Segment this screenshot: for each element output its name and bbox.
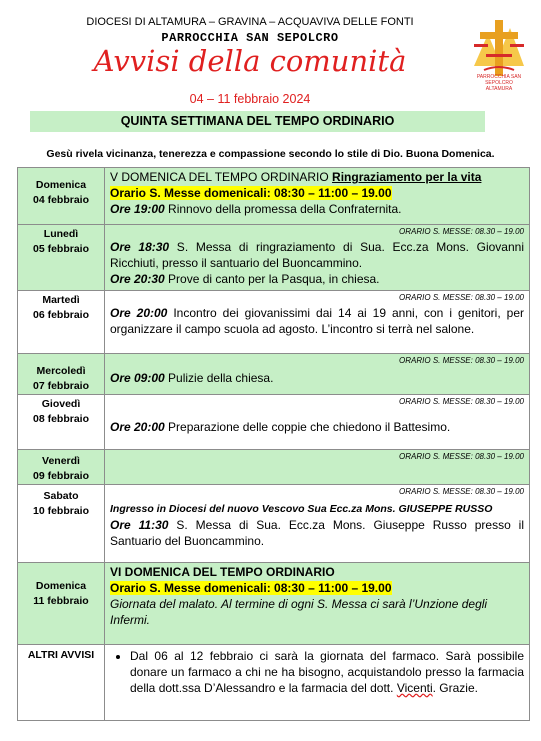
day-name: Sabato: [43, 490, 79, 502]
event: [110, 239, 524, 271]
day-name: Giovedì: [41, 398, 81, 410]
day-date: 06 febbraio: [32, 309, 90, 321]
day-content: [105, 485, 530, 563]
table-row: [18, 563, 530, 645]
event-time: Ore 18:30: [110, 240, 170, 254]
logo-caption-city: ALTAMURA: [485, 86, 513, 92]
day-name: Martedì: [42, 294, 80, 306]
mass-hours: ORARIO S. MESSE: 08.30 – 19.00: [399, 452, 524, 461]
event: [110, 201, 524, 217]
day-date: 04 febbraio: [32, 194, 90, 206]
event-text: Incontro dei giovanissimi dai 14 ai 19 anni, con i genitori, per organizzare il campo scuola ad agosto. L’incontro si terrà nel salone.: [110, 306, 525, 336]
day-cell: [18, 168, 105, 225]
table-row: [18, 395, 530, 450]
sunday-title: VI DOMENICA DEL TEMPO ORDINARIO: [110, 565, 335, 579]
week-banner: QUINTA SETTIMANA DEL TEMPO ORDINARIO: [30, 111, 485, 132]
sunday-note: Giornata del malato. Al termine di ogni S. Messa ci sarà l’Unzione degli Infermi.: [110, 597, 488, 627]
mass-hours: ORARIO S. MESSE: 08.30 – 19.00: [399, 356, 524, 365]
logo-caption: [466, 74, 532, 92]
event-time: Ore 09:00: [110, 371, 165, 385]
day-content: [105, 225, 530, 291]
table-row: [18, 645, 530, 721]
mass-times-text: Orario S. Messe domenicali: 08:30 – 11:00 – 19.00: [110, 186, 392, 200]
day-cell: [18, 225, 105, 291]
mass-times: [110, 580, 524, 596]
other-notices-label-cell: [18, 645, 105, 721]
mass-times: [110, 185, 524, 201]
event-time: Ore 20:00: [110, 420, 165, 434]
day-date: 11 febbraio: [33, 595, 89, 607]
table-row: [18, 291, 530, 354]
day-cell: [18, 563, 105, 645]
parish-name: PARROCCHIA SAN SEPOLCRO: [161, 31, 339, 45]
event: [110, 419, 524, 435]
day-cell: [18, 291, 105, 354]
day-date: 08 febbraio: [32, 413, 90, 425]
day-date: 09 febbraio: [32, 470, 90, 482]
event-time: Ore 20:00: [110, 306, 168, 320]
notice-text: Dal 06 al 12 febbraio ci sarà la giornata del farmaco. Sarà possibile donare un farmaco a chi ne ha bisogno, acquistandolo presso la farmacia della dott.ssa D’Alessandro e la farmacia del dott.: [130, 649, 524, 695]
event-text: S. Messa di ringraziamento di Sua. Ecc.za Mons. Giovanni Ricchiuti, presso il santuario del Buoncammino.: [110, 240, 524, 270]
event: [110, 271, 524, 287]
day-content: [105, 395, 530, 450]
subtitle: Gesù rivela vicinanza, tenerezza e compassione secondo lo stile di Dio. Buona Domenica.: [46, 148, 495, 160]
table-row: [18, 225, 530, 291]
day-content: [105, 168, 530, 225]
day-date: 10 febbraio: [32, 505, 90, 517]
table-row: [18, 354, 530, 395]
notice-tail: . Grazie.: [432, 681, 478, 695]
day-content: [105, 563, 530, 645]
event-time: Ore 11:30: [110, 518, 169, 532]
day-cell: [18, 354, 105, 395]
date-range: 04 – 11 febbraio 2024: [189, 92, 311, 106]
bishop-note: Ingresso in Diocesi del nuovo Vescovo Sua Ecc.za Mons. GIUSEPPE RUSSO: [110, 503, 493, 515]
day-name: Mercoledì: [36, 365, 86, 377]
mass-hours: ORARIO S. MESSE: 08.30 – 19.00: [399, 227, 524, 236]
notice-name: Vicenti: [396, 681, 433, 695]
day-cell: [18, 450, 105, 485]
event-text: Rinnovo della promessa della Confraternita.: [164, 202, 402, 216]
page-title: Avvisi della comunità: [93, 44, 407, 78]
table-row: [18, 168, 530, 225]
logo-caption-parish: PARROCCHIA SAN SEPOLCRO: [476, 74, 522, 86]
other-notices-list: [110, 648, 524, 696]
list-item: [130, 648, 524, 696]
day-name: Lunedì: [43, 228, 79, 240]
day-date: 05 febbraio: [32, 243, 90, 255]
mass-times-text: Orario S. Messe domenicali: 08:30 – 11:00 – 19.00: [110, 581, 392, 595]
table-row: [18, 450, 530, 485]
day-cell: [18, 485, 105, 563]
day-content: [105, 354, 530, 395]
schedule-table: [17, 167, 530, 721]
day-name: Domenica: [35, 179, 87, 191]
day-content: [105, 291, 530, 354]
event: [110, 370, 524, 386]
other-notices-content: [105, 645, 530, 721]
event-text: S. Messa di Sua. Ecc.za Mons. Giuseppe Russo presso il Santuario del Buoncammino.: [110, 518, 525, 548]
sunday-title: [110, 169, 524, 185]
event-time: Ore 19:00: [110, 202, 165, 216]
sunday-title-theme: Ringraziamento per la vita: [332, 170, 482, 184]
event-text: Prove di canto per la Pasqua, in chiesa.: [164, 272, 380, 286]
day-name: Domenica: [35, 580, 87, 592]
sunday-title-main: V DOMENICA DEL TEMPO ORDINARIO: [110, 170, 333, 184]
event: [110, 305, 524, 337]
mass-hours: ORARIO S. MESSE: 08.30 – 19.00: [399, 293, 524, 302]
table-row: [18, 485, 530, 563]
day-name: Venerdì: [42, 455, 80, 467]
event-text: Pulizie della chiesa.: [164, 371, 274, 385]
other-notices-label: ALTRI AVVISI: [27, 649, 95, 661]
day-date: 07 febbraio: [32, 380, 90, 392]
diocese-line: DIOCESI DI ALTAMURA – GRAVINA – ACQUAVIVA DELLE FONTI: [86, 16, 414, 28]
day-cell: [18, 395, 105, 450]
mass-hours: ORARIO S. MESSE: 08.30 – 19.00: [399, 397, 524, 406]
event-time: Ore 20:30: [110, 272, 165, 286]
event-text: Preparazione delle coppie che chiedono il Battesimo.: [164, 420, 451, 434]
event: [110, 517, 524, 549]
day-content: [105, 450, 530, 485]
mass-hours: ORARIO S. MESSE: 08.30 – 19.00: [399, 487, 524, 496]
